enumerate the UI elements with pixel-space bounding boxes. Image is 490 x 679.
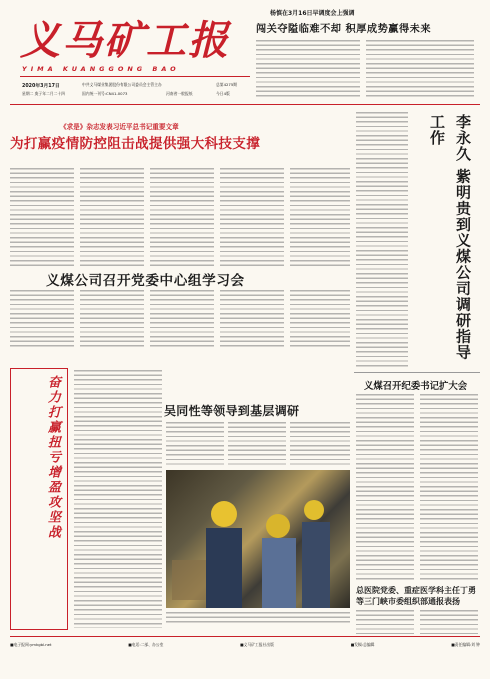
feature-body-col2 [80, 168, 144, 266]
feature-body-col1 [10, 168, 74, 266]
worker-shape [302, 522, 330, 608]
feature-kicker: 《求是》杂志发表习近平总书记重要文章 [60, 123, 179, 131]
newspaper-pinyin: YIMA KUANGGONG BAO [22, 65, 180, 73]
committee-body-col2 [420, 394, 478, 580]
helmet-shape [211, 501, 237, 527]
right-story-body-col1 [356, 112, 408, 367]
helmet-shape [266, 514, 290, 538]
top-right-headline: 闯关夺隘临难不却 积厚成势赢得未来 [256, 23, 432, 35]
hospital-body-col2 [420, 610, 478, 634]
footer-rule [10, 636, 480, 637]
hospital-headline: 总医院党委、重症医学科主任丁勇等三门峡市委组织部通报表扬 [356, 585, 476, 606]
party-center-headline: 义煤公司召开党委中心组学习会 [46, 273, 245, 289]
footer-item-duty-editor: ■责任编辑:刘 钟 [451, 642, 480, 647]
wu-story-body-col1 [166, 422, 224, 466]
footer-item-website: ■电子报网:ymkgbl.net [10, 642, 52, 647]
party-center-body-col1 [10, 290, 74, 348]
issue-weekday: 星期二 庚子年二月二十四 [22, 91, 65, 96]
helmet-shape [304, 500, 324, 520]
feature-body-col5 [290, 168, 350, 266]
wu-story-headline: 吴同性等领导到基层调研 [164, 404, 300, 418]
news-photo [166, 470, 350, 608]
newspaper-logo: 义马矿工报 [20, 17, 230, 64]
page-count: 今日4版 [216, 91, 230, 96]
top-right-body-col1 [256, 40, 360, 98]
issue-date: 2020年3月17日 [22, 84, 60, 89]
issue-number: 总第4275期 [216, 82, 238, 87]
masthead-rule [20, 76, 250, 77]
right-column-rule [354, 372, 480, 373]
party-center-body-col5 [290, 290, 350, 348]
left-feature-headline: 奋力打赢扭亏增盈攻坚战 [45, 375, 60, 540]
top-right-kicker: 杨慎在3月16日早调度会上强调 [270, 10, 355, 17]
top-right-story [256, 8, 474, 100]
footer-item-phone: ■电话:二部、办公室 [128, 642, 164, 647]
footer-bar [10, 640, 480, 650]
left-feature-box [10, 368, 68, 630]
worker-shape [206, 528, 242, 608]
wu-story-body-col3 [290, 422, 350, 466]
committee-headline: 义煤召开纪委书记扩大会 [364, 381, 468, 392]
photo-illustration [166, 470, 350, 608]
machine-shape [172, 560, 206, 600]
party-center-body-col3 [150, 290, 214, 348]
photo-caption [166, 612, 350, 626]
feature-headline: 为打赢疫情防控阻击战提供强大科技支撑 [10, 136, 261, 152]
party-center-body-col2 [80, 290, 144, 348]
feature-body-col3 [150, 168, 214, 266]
footer-item-publisher: ■义马矿工报社出版 [240, 642, 274, 647]
cn-code: 国内统一刊号:CN41-0073 [82, 91, 128, 96]
footer-item-editor-in-chief: ■发稿:总编辑 [350, 642, 375, 647]
publisher: 河南省一般报纸 [166, 91, 193, 96]
committee-body-col1 [356, 394, 414, 580]
top-right-body-col2 [366, 40, 474, 98]
right-story-headline: 李永久 紫明贵到义煤公司调研指导工作 [428, 114, 472, 361]
feature-body-col4 [220, 168, 284, 266]
sponsor-line: 中共义马煤业集团股份有限公司委员会主管主办 [82, 82, 162, 87]
feature-rule [10, 104, 480, 105]
worker-shape [262, 538, 296, 608]
masthead [20, 12, 250, 102]
party-center-body-col4 [220, 290, 284, 348]
wu-story-body-col2 [228, 422, 286, 466]
hospital-body-col1 [356, 610, 414, 634]
left-commentary-body [74, 370, 162, 628]
